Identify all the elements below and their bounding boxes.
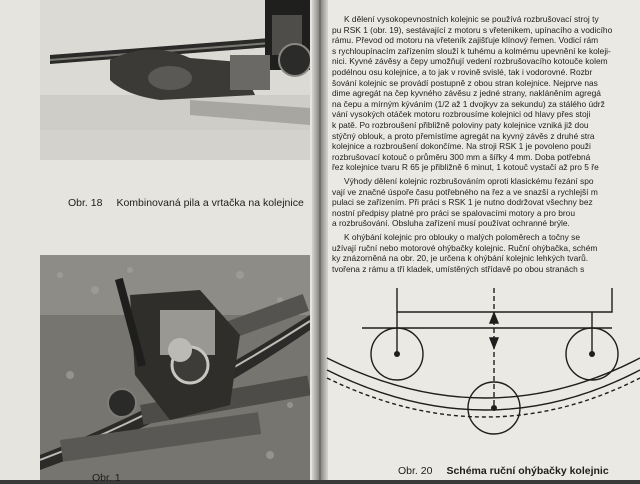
figure-18-number: Obr. 18: [68, 197, 103, 209]
text-line: rozbrušovací kotouč o průměru 300 mm a šířky 4 mm. Doba potřebná: [332, 151, 591, 162]
text-line: tvořena z rámu a tří kladek, umístěných střídavě po obou stranách s: [332, 263, 585, 274]
text-line: řez kolejnice tvaru R 65 je přibližně 6 minut, 1 kotouč vystačí až pro 5 ře: [332, 162, 599, 173]
text-line: ky znázorněná na obr. 20, je určena k ohýbání kolejnic lehkých tvarů.: [332, 253, 589, 264]
text-line: na čepu a mírným kýváním (1/2 až 1 dvojkyv za sekundu) za stálého údrž: [332, 98, 605, 109]
text-line: K dělení vysokopevnostních kolejnic se používá rozbrušovací stroj ty: [344, 14, 599, 24]
figure-20-caption: [398, 465, 609, 477]
text-line: pu RSK 1 (obr. 19), sestávající z motoru s vřetenikem, upínacího a vodicího: [332, 24, 613, 35]
text-line: nostní předpisy platné pro práci se spalovacími motory a pro brou: [332, 207, 575, 218]
text-line: stýčný oblouk, a proto přemístíme agregát na kyvný závěs z druhé stra: [332, 130, 595, 141]
text-line: dime agregát na čep kyvného závěsu z jedné strany, nakláněním agregá: [332, 88, 601, 99]
figure-20-title: Schéma ruční ohýbačky kolejnic: [446, 465, 609, 477]
text-line: s rychloupínacím zařízením slouží k tuhému a kolmému upevnění ke koleji-: [332, 45, 611, 56]
figure-18-title: Kombinovaná pila a vrtačka na kolejnice: [116, 197, 304, 209]
paragraph-rsk1: [332, 14, 638, 173]
figure-20-diagram: [322, 288, 640, 460]
text-line: vání vysokých otáček motoru rozbrousíme kolejnici od hlavy přes stoji: [332, 109, 591, 120]
text-line: vají ve značné úspoře času potřebného na řez a ve snazší a rychlejší m: [332, 186, 598, 197]
text-line: kolejnice a rozbroušení dokončíme. Na stroji RSK 1 je povoleno použi: [332, 141, 591, 152]
figure-19-photo: [40, 255, 310, 480]
paragraph-advantages: [332, 176, 638, 229]
figure-20-number: Obr. 20: [398, 465, 433, 477]
figure-19-caption: [92, 472, 121, 484]
paragraph-bending: [332, 232, 638, 274]
text-line: pulaci se zařízením. Při práci s RSK 1 je nutno dodržovat všechny bez: [332, 197, 593, 208]
figure-18-photo: [40, 0, 310, 160]
text-line: užívají ruční nebo motorové ohýbačky kolejnic. Ruční ohýbačka, schém: [332, 242, 598, 253]
text-line: a rozbrušování. Obsluha zařízení musí používat ochranné brýle.: [332, 218, 570, 229]
figure-18-caption: [68, 197, 304, 209]
text-line: šování kolejnic se provádí postupně z obou stran kolejnice. Nejprve nas: [332, 77, 598, 88]
figure-19-number: Obr. 1: [92, 472, 121, 484]
text-line: Výhody dělení kolejnic rozbrušováním oproti klasickému řezání spo: [344, 176, 594, 186]
text-line: rámu. Převod od motoru na vřeteník zajišťuje klínový řemen. Vodicí rám: [332, 35, 599, 46]
text-line: K ohýbání kolejnic pro oblouky o malých poloměrech a točny se: [344, 232, 581, 242]
text-line: nici. Kyvné závěsy a čepy umožňují vedení rozbrušovacího kotouče kolem: [332, 56, 608, 67]
text-line: podélnou osu kolejnice, a to jak v rovině svislé, tak i vodorovné. Rozbr: [332, 66, 593, 77]
text-line: k patě. Po rozbroušení přibližně poloviny paty kolejnice vzniká již dou: [332, 119, 589, 130]
